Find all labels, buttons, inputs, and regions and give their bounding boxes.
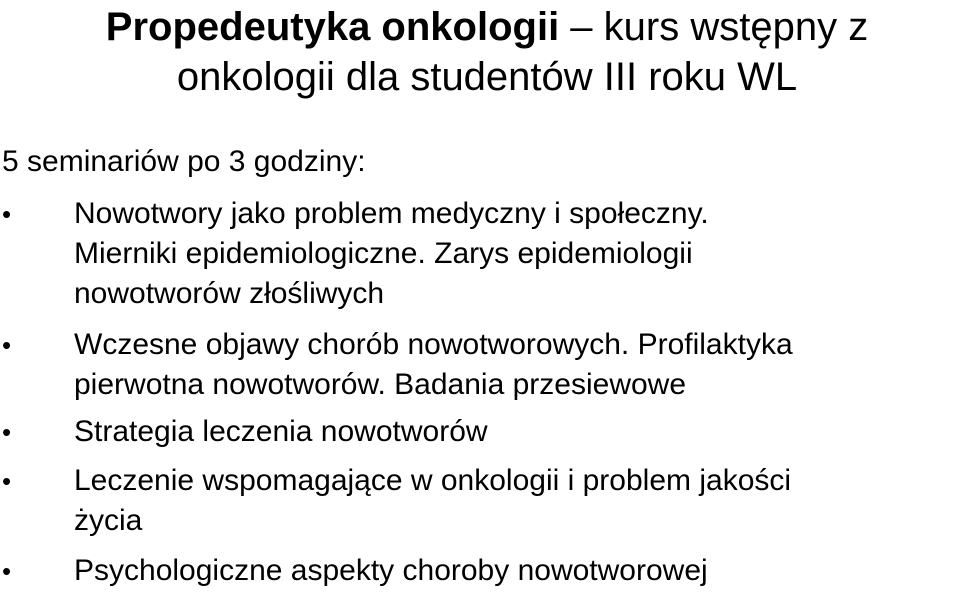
list-item-line: Wczesne objawy chorób nowotworowych. Profilaktyka <box>74 328 793 361</box>
slide-title-bold: Propedeutyka onkologii <box>105 5 560 49</box>
list-item-text <box>74 412 958 452</box>
bullet-icon: • <box>2 556 12 586</box>
slide-title-line1-rest: kurs wstępny z <box>603 5 869 49</box>
list-item-text <box>74 194 958 314</box>
list-item-line: Mierniki epidemiologiczne. Zarys epidemiologii <box>74 237 693 270</box>
list-item-text <box>74 551 958 591</box>
intro-text: 5 seminariów po 3 godziny: <box>2 145 366 178</box>
bullet-icon: • <box>2 330 12 360</box>
list-item-line: pierwotna nowotworów. Badania przesiewowe <box>74 368 687 401</box>
list-item-line: nowotworów złośliwych <box>74 277 385 310</box>
list-item-line: życia <box>74 504 143 537</box>
slide-title-dash: – <box>559 5 604 49</box>
list-item-text <box>74 325 958 405</box>
slide-title <box>22 2 952 102</box>
list-item-line: Leczenie wspomagające w onkologii i problem jakości <box>74 464 792 497</box>
list-item-line: Strategia leczenia nowotworów <box>74 415 488 448</box>
list-item-line: Psychologiczne aspekty choroby nowotworowej <box>74 554 708 587</box>
bullet-icon: • <box>2 417 12 447</box>
bullet-icon: • <box>2 466 12 496</box>
slide-title-line2: onkologii dla studentów III roku WL <box>176 55 798 99</box>
bullet-icon: • <box>2 199 12 229</box>
list-item-text <box>74 461 958 541</box>
list-item-line: Nowotwory jako problem medyczny i społeczny. <box>74 197 709 230</box>
